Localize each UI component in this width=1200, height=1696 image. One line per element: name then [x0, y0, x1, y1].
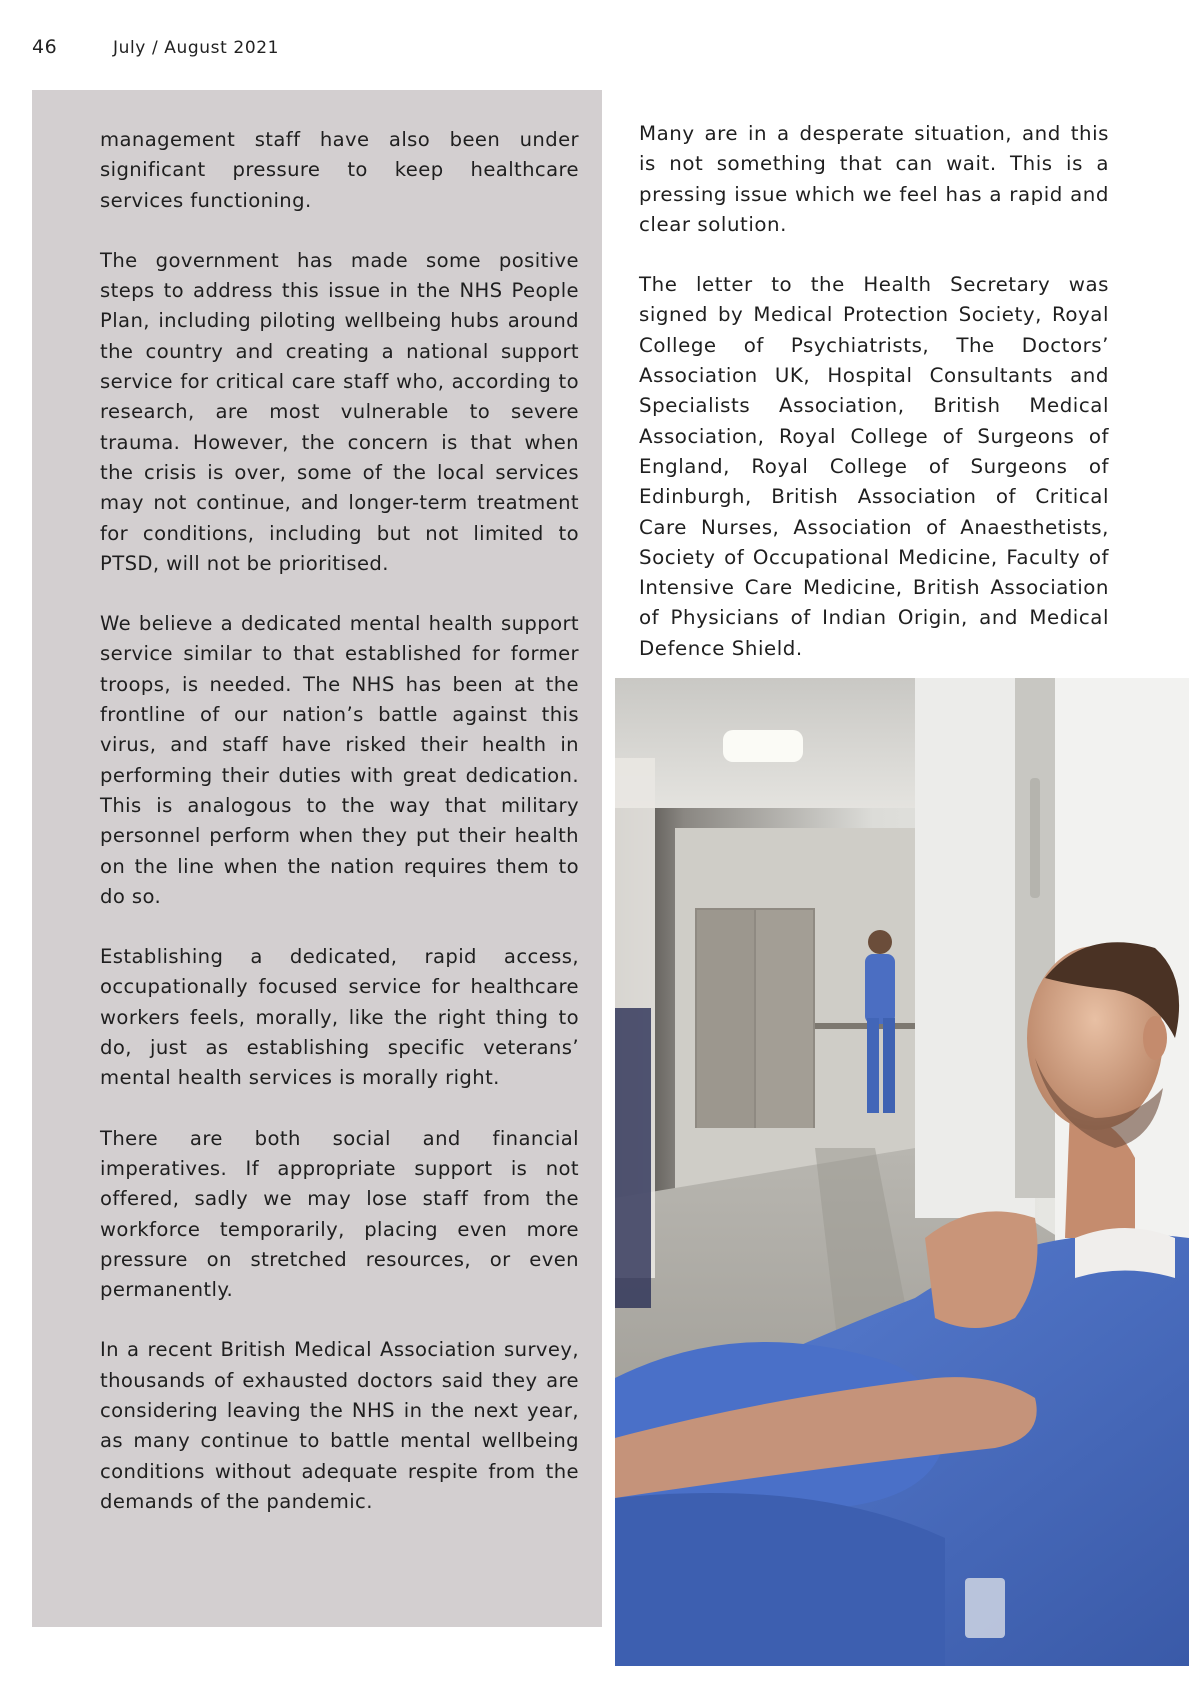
paragraph: Establishing a dedicated, rapid access, occupationally focused service for healthcare workers feels, morally, like the right thing to do, just as establishing specific veterans’ mental health services is morally right.	[100, 945, 579, 1090]
left-column	[100, 125, 579, 1547]
paragraph: We believe a dedicated mental health support service similar to that established for former troops, is needed. The NHS has been at the frontline of our nation’s battle against this virus, and staff have risked their health in performing their duties with great dedication. This is analogous to the way that military personnel perform when they put their health on the line when the nation requires them to do so.	[100, 612, 579, 908]
paragraph: The government has made some positive steps to address this issue in the NHS People Plan, including piloting wellbeing hubs around the country and creating a national support service for critical care staff who, according to research, are most vulnerable to severe trauma. However, the concern is that when the crisis is over, some of the local services may not continue, and longer-term treatment for conditions, including but not limited to PTSD, will not be prioritised.	[100, 248, 579, 575]
page-number: 46	[32, 36, 58, 58]
paragraph: In a recent British Medical Association survey, thousands of exhausted doctors said they are considering leaving the NHS in the next year, as many continue to battle mental wellbeing conditions without adequate respite from the demands of the pandemic.	[100, 1338, 579, 1513]
paragraph: The letter to the Health Secretary was signed by Medical Protection Society, Royal College of Psychiatrists, The Doctors’ Association UK, Hospital Consultants and Specialists Association, British Medical Association, Royal College of Surgeons of England, Royal College of Surgeons of Edinburgh, British Association of Critical Care Nurses, Association of Anaesthetists, Society of Occupational Medicine, Faculty of Intensive Care Medicine, British Association of Physicians of Indian Origin, and Medical Defence Shield.	[639, 273, 1109, 660]
right-column	[639, 119, 1109, 694]
paragraph: There are both social and financial imperatives. If appropriate support is not offered, sadly we may lose staff from the workforce temporarily, placing even more pressure on stretched resources, or even permanently.	[100, 1126, 579, 1302]
exhausted-nurse-photo	[615, 678, 1189, 1666]
paragraph: Many are in a desperate situation, and this is not something that can wait. This is a pressing issue which we feel has a rapid and clear solution.	[639, 122, 1109, 236]
paragraph: management staff have also been under significant pressure to keep healthcare services functioning.	[100, 128, 579, 212]
issue-date: July / August 2021	[113, 38, 280, 58]
